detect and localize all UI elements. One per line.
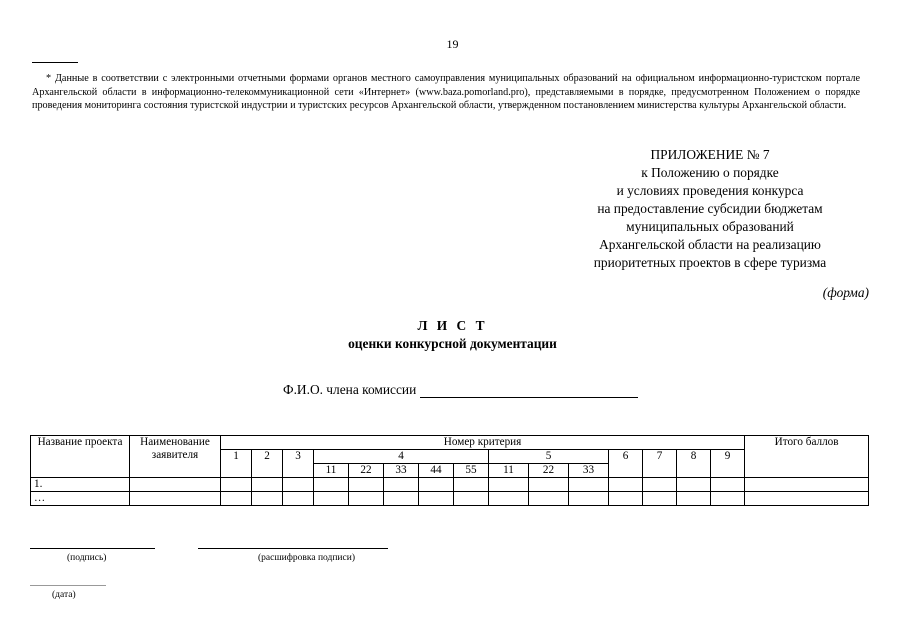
criterion-header: 2	[252, 450, 283, 478]
table-cell[interactable]	[419, 492, 454, 506]
table-row	[31, 478, 869, 492]
subcriterion-header: 44	[419, 464, 454, 478]
criterion-header: 6	[609, 450, 643, 478]
document-title: Л И С Т	[417, 318, 488, 333]
table-cell[interactable]	[221, 492, 252, 506]
criterion-header: 8	[677, 450, 711, 478]
table-cell[interactable]	[569, 492, 609, 506]
subcriterion-header: 11	[489, 464, 529, 478]
table-row	[31, 492, 869, 506]
appendix-line: Архангельской области на реализацию	[599, 237, 821, 252]
table-cell[interactable]	[221, 478, 252, 492]
criterion-header: 7	[643, 450, 677, 478]
table-cell[interactable]	[130, 478, 221, 492]
commission-member-field	[283, 382, 638, 398]
table-cell[interactable]	[314, 478, 349, 492]
document-subtitle: оценки конкурсной документации	[348, 336, 557, 351]
commission-member-label: Ф.И.О. члена комиссии	[283, 382, 417, 397]
subcriterion-header: 22	[529, 464, 569, 478]
table-cell[interactable]	[283, 492, 314, 506]
appendix-line: ПРИЛОЖЕНИЕ № 7	[650, 147, 770, 162]
evaluation-table	[30, 435, 869, 506]
signature-decode-line[interactable]	[198, 548, 388, 549]
table-cell[interactable]	[643, 492, 677, 506]
table-cell[interactable]	[745, 492, 869, 506]
table-cell[interactable]	[384, 478, 419, 492]
table-cell[interactable]	[489, 478, 529, 492]
page-number: 19	[446, 37, 459, 51]
appendix-line: к Положению о порядке	[641, 165, 779, 180]
footnote-text: * Данные в соответствии с электронными отчетными формами органов местного самоуправления муниципальных образований на официальном информационно-туристском портале Архангельской области в информационно-телекоммуникационной сети «Интернет» (www.baza.pomorland.pro), представляемыми в порядке, предусмотренном Положением о порядке проведения мониторинга состояния туристской индустрии и туристских ресурсов Архангельской области, утвержденном постановлением министерства культуры Архангельской области.	[32, 73, 860, 112]
table-cell[interactable]	[609, 492, 643, 506]
table-cell[interactable]	[569, 478, 609, 492]
subcriterion-header: 11	[314, 464, 349, 478]
subcriterion-header: 33	[569, 464, 609, 478]
table-cell[interactable]	[711, 478, 745, 492]
criterion-header: 3	[283, 450, 314, 478]
subcriterion-header: 33	[384, 464, 419, 478]
table-cell[interactable]	[677, 492, 711, 506]
table-cell[interactable]	[529, 492, 569, 506]
table-cell[interactable]	[419, 478, 454, 492]
signature-line[interactable]	[30, 548, 155, 549]
row-number: 1.	[31, 478, 130, 492]
table-cell[interactable]	[283, 478, 314, 492]
header-applicant-name: Наименование заявителя	[130, 436, 221, 478]
header-project-name: Название проекта	[31, 436, 130, 478]
subcriterion-header: 22	[349, 464, 384, 478]
table-cell[interactable]	[529, 478, 569, 492]
table-cell[interactable]	[643, 478, 677, 492]
commission-member-blank[interactable]	[420, 384, 638, 398]
form-label: (форма)	[822, 285, 869, 300]
table-cell[interactable]	[609, 478, 643, 492]
criterion-header: 5	[489, 450, 609, 464]
appendix-line: муниципальных образований	[626, 219, 794, 234]
appendix-line: и условиях проведения конкурса	[616, 183, 804, 198]
appendix-header	[560, 146, 860, 272]
appendix-line: приоритетных проектов в сфере туризма	[593, 255, 827, 270]
table-cell[interactable]	[711, 492, 745, 506]
table-cell[interactable]	[349, 478, 384, 492]
table-cell[interactable]	[489, 492, 529, 506]
table-cell[interactable]	[745, 478, 869, 492]
header-total-score: Итого баллов	[745, 436, 869, 478]
criterion-header: 4	[314, 450, 489, 464]
date-line[interactable]	[30, 585, 106, 586]
row-number: …	[31, 492, 130, 506]
subcriterion-header: 55	[454, 464, 489, 478]
footnote-divider	[32, 62, 78, 63]
criterion-header: 1	[221, 450, 252, 478]
table-cell[interactable]	[384, 492, 419, 506]
signature-caption: (подпись)	[67, 553, 107, 563]
table-cell[interactable]	[677, 478, 711, 492]
date-caption: (дата)	[52, 590, 76, 600]
table-cell[interactable]	[454, 478, 489, 492]
table-cell[interactable]	[130, 492, 221, 506]
table-cell[interactable]	[252, 478, 283, 492]
appendix-line: на предоставление субсидии бюджетам	[597, 201, 823, 216]
table-cell[interactable]	[349, 492, 384, 506]
table-cell[interactable]	[454, 492, 489, 506]
criterion-header: 9	[711, 450, 745, 478]
signature-decode-caption: (расшифровка подписи)	[258, 553, 355, 563]
table-cell[interactable]	[252, 492, 283, 506]
header-criteria-number: Номер критерия	[221, 436, 745, 450]
table-cell[interactable]	[314, 492, 349, 506]
